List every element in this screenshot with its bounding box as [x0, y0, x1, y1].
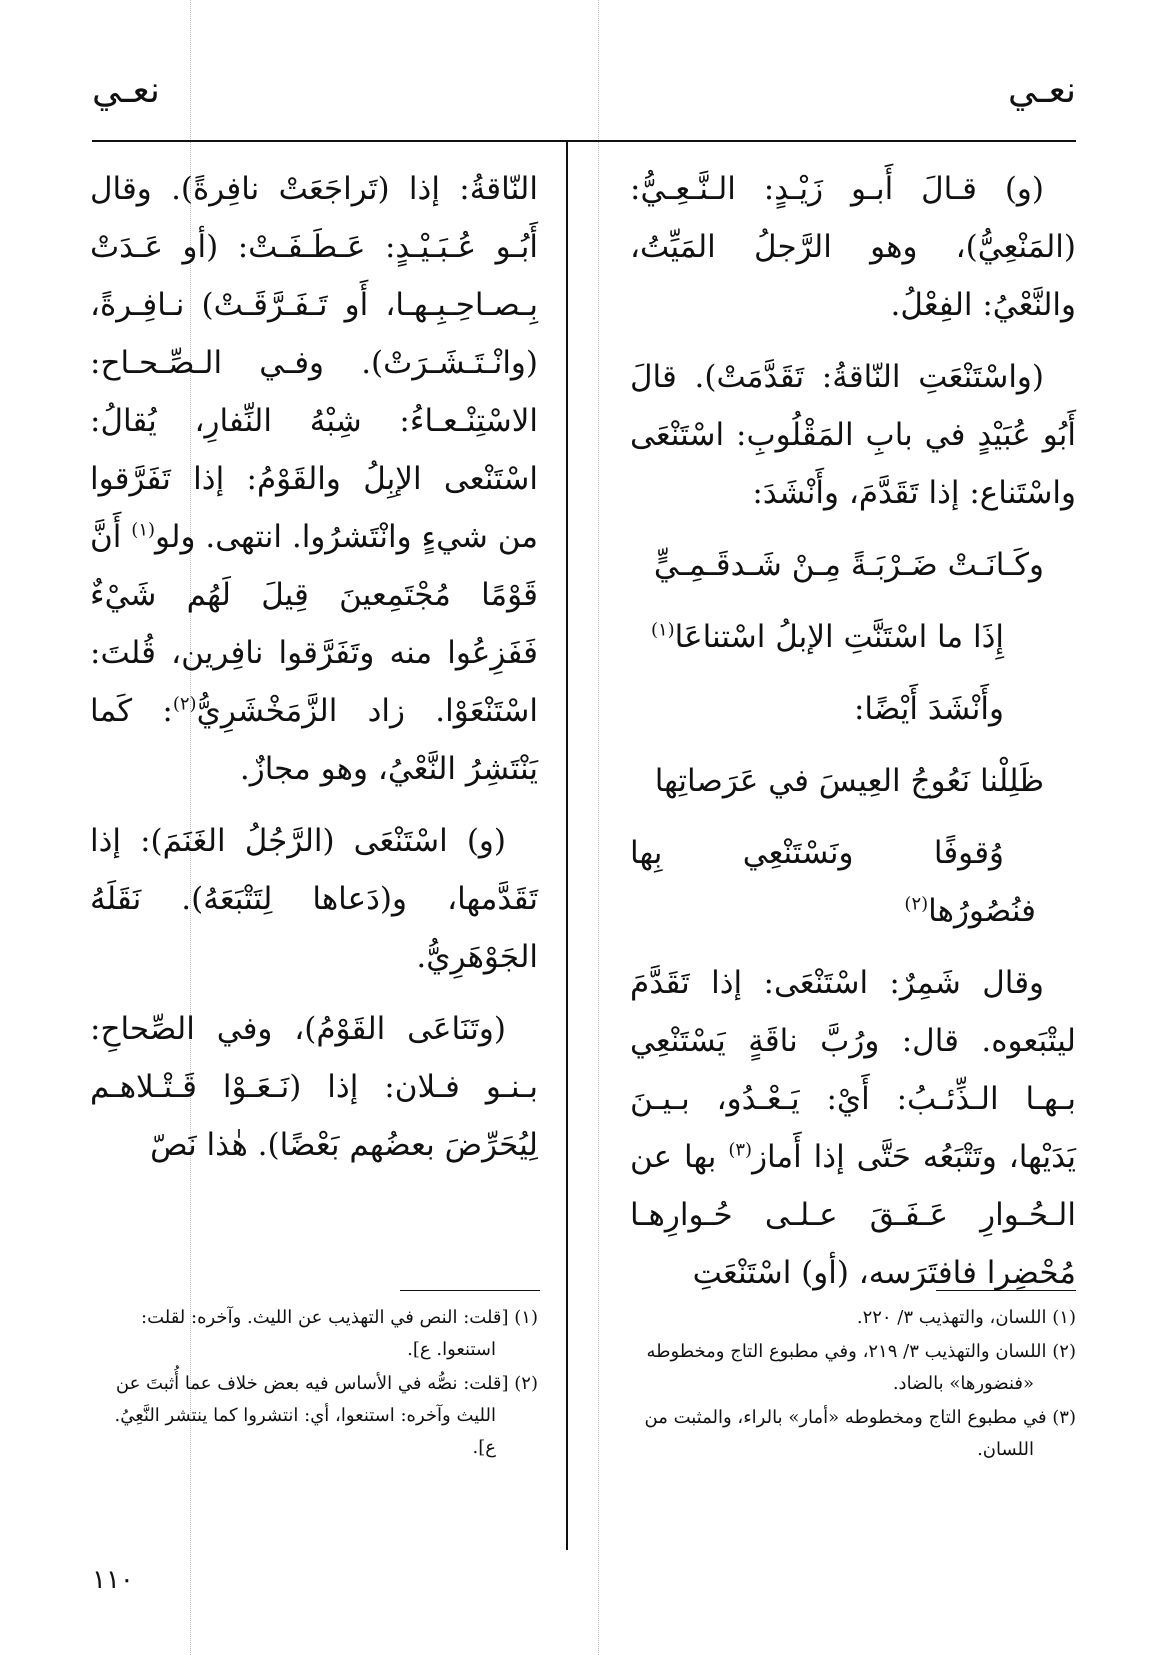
- column-divider: [566, 140, 568, 1550]
- footnote: (١) [قلت: النص في التهذيب عن الليث. وآخره: لقلت: استنعوا. ع].: [141, 1307, 538, 1360]
- footnote-rule: [936, 1290, 1076, 1291]
- paragraph: (و) قـالَ أَبـو زَيْـدٍ: الـنَّـعِـيُّ: (المَنْعِيُّ)، وهو الرَّجلُ المَيِّتُ، والنَّعْيُ: الفِعْلُ.: [630, 171, 1076, 323]
- verse-line: [630, 608, 1076, 666]
- verse-line: وكَـانَـتْ ضَـرْبَـةً مِـنْ شَـدقَـمِـيٍّ: [653, 547, 1044, 583]
- running-header: [92, 70, 1076, 140]
- footnote-ref: (٢): [904, 893, 929, 915]
- footnotes-right: [630, 1302, 1076, 1468]
- paragraph-text: النّاقةُ: إذا (تَراجَعَتْ نافِرةً). وقال أَبُـو عُـبَـيْـدٍ: عَـطَـفَـتْ: (أو عَـدَتْ بِـصـاحِـبِـهـا، أَو تَـفَـرَّقَـتْ) نـافِـرةً، (وانْـتَـشَـرَتْ). وفـي الـصِّـحـاح: الاسْتِنْـعـاءُ: شِبْهُ النِّفارِ، يُقالُ: اسْتَنْعى الإبِلُ والقَوْمُ: إذا تَفَرَّقوا من شيءٍ وانْتَشرُوا. انتهى. ولو: [90, 171, 539, 555]
- verse-text: إِذَا ما اسْتَنَّتِ الإبلُ اسْتناعَا: [674, 619, 1004, 655]
- paragraph: [630, 954, 1076, 1302]
- header-word-left: نعـي: [92, 70, 160, 111]
- paragraph: [90, 160, 538, 798]
- paragraph-text: أَنَّ قَوْمًا مُجْتَمِعينَ قِيلَ لَهُم شَيْءٌ فَفَزِعُوا منه وتَفَرَّقوا نافِرين، قُلتَ: اسْتَنْعَوْا. زاد الزَّمَخْشَرِيُّ: [90, 519, 538, 729]
- verse-line: [630, 824, 1076, 940]
- header-word-right: نعـي: [1008, 70, 1076, 111]
- paragraph: (وتَنَاعَى القَوْمُ)، وفي الصِّحاحِ: بـنـو فـلان: إذا (نَـعَـوْا قَـتْـلاهـم لِيُحَرِّضَ بعضُهم بَعْضًا). هٰذا نَصّ: [90, 1011, 538, 1163]
- right-column: [630, 160, 1076, 1316]
- verse-text: وُقوفًا ونَسْتَنْعِي بِها فنُصُورُها: [630, 835, 1036, 929]
- verse-intro: وأَنْشَدَ أَيْضًا:: [853, 691, 1004, 727]
- verse-line: ظَلِلْنا نَعُوجُ العِيسَ في عَرَصاتِها: [654, 763, 1044, 799]
- footnote: (٢) اللسان والتهذيب ٣/ ٢١٩، وفي مطبوع التاج ومخطوطه «فنضورها» بالضاد.: [646, 1341, 1076, 1394]
- paragraph: (و) اسْتَنْعَى (الرَّجُلُ الغَنَمَ): إذا تَقَدَّمها، و(دَعاها لِتَتْبَعَهُ). نَقَلَهُ الجَوْهَرِيُّ.: [90, 823, 538, 975]
- footnote-rule: [400, 1290, 540, 1291]
- footnotes-left: [90, 1302, 538, 1466]
- paragraph-text: بها عن الـحُـوارِ عَـفَـقَ عـلـى حُـوارِهـا مُحْضِرا فافتَرَسه، (أو) اسْتَنْعَتِ: [630, 1139, 1076, 1291]
- footnote: (٢) [قلت: نصُّه في الأساس فيه بعض خلاف عما أُثبتَ عن الليث وآخره: استنعوا، أي: انتشروا كما ينتشر النَّعِيُ. ع].: [114, 1373, 538, 1458]
- footnote-ref: (١): [131, 519, 156, 541]
- paragraph-text: : كَما يَنْتَشِرُ النَّعْيُ، وهو مجازٌ.: [90, 693, 538, 787]
- footnote-ref: (١): [650, 619, 675, 641]
- footnote-ref: (٣): [728, 1139, 753, 1161]
- header-rule: [92, 140, 1076, 142]
- footnote-ref: (٢): [172, 693, 197, 715]
- paragraph-text: وقال شَمِرٌ: اسْتَنْعَى: إذا تَقَدَّمَ ليتْبَعوه. قال: ورُبَّ ناقَةٍ يَسْتَنْعِي بـهـا الـذِّئـبُ: أَيْ: يَـعْـدُو، بـيـنَ يَدَيْها، وتَتْبَعُه حَتَّى إذا أَماز: [630, 965, 1076, 1175]
- left-column: [90, 160, 538, 1188]
- footnote: (١) اللسان، والتهذيب ٣/ ٢٢٠.: [856, 1307, 1076, 1328]
- scan-guide-line: [598, 0, 599, 1655]
- page-number: ١١٠: [92, 1565, 134, 1595]
- footnote: (٣) في مطبوع التاج ومخطوطه «أمار» بالراء، والمثبت من اللسان.: [644, 1407, 1076, 1460]
- paragraph: (واسْتَنْعَتِ النّاقةُ: تَقَدَّمَتْ). قالَ أَبُو عُبَيْدٍ في بابِ المَقْلُوبِ: اسْتَنْعَى واسْتَناع: إذا تَقَدَّمَ، وأَنْشَدَ:: [630, 359, 1076, 511]
